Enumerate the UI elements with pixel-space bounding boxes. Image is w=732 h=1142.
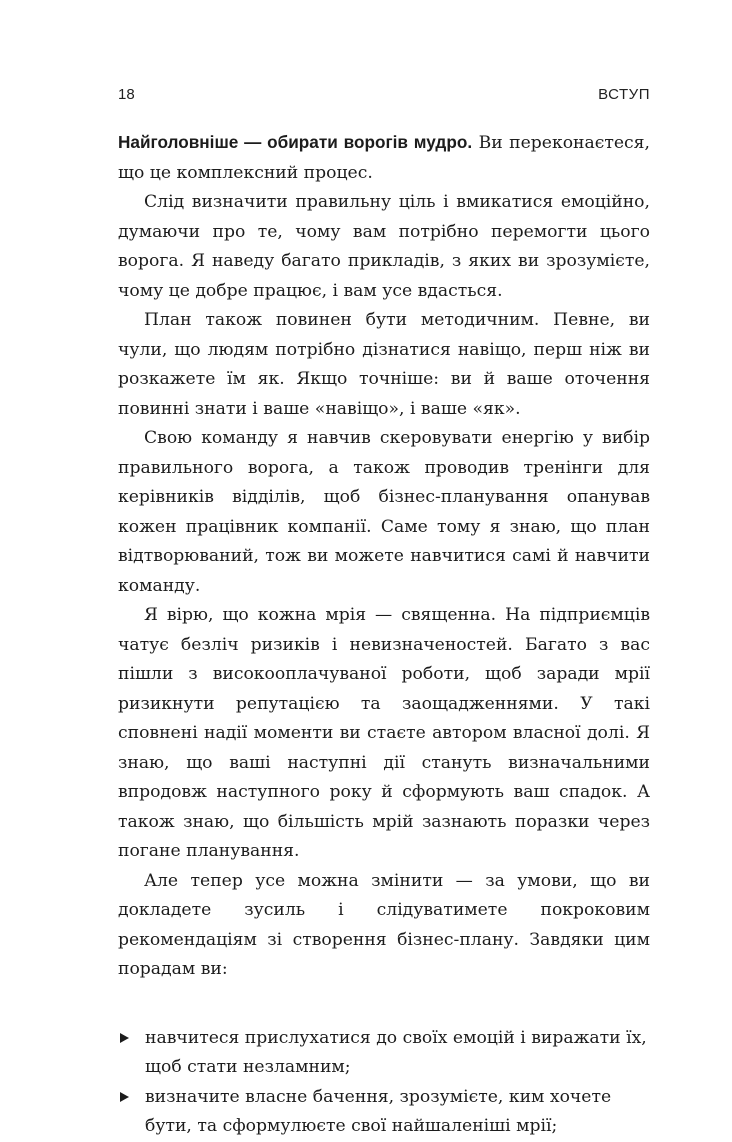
list-item-text: визначите власне бачення, зрозумієте, ким хочете бути, та сформулюєте свої найшаленіші мрії; — [145, 1086, 612, 1136]
page-number: 18 — [118, 86, 135, 103]
list-item-text: навчитеся прислухатися до своїх емоцій і виражати їх, щоб стати незламним; — [145, 1027, 647, 1077]
triangle-bullet-icon — [120, 1033, 129, 1043]
body-text — [118, 128, 650, 1142]
paragraph-1 — [118, 128, 650, 188]
bold-lead-sentence: Найголовніше — обирати ворогів мудро. — [118, 132, 473, 152]
bullet-list — [118, 1024, 650, 1142]
paragraph-6: Але тепер усе можна змінити — за умови, що ви докладете зусиль і слідуватимете покроковим рекомендаціям зі створення бізнес-плану. Завдяки цим порадам ви: — [118, 870, 650, 979]
paragraph-4: Свою команду я навчив скеровувати енергію у вибір правильного ворога, а також проводив тренінги для керівників відділів, щоб бізнес-планування опанував кожен працівник компанії. Саме тому я знаю, що план відтворюваний, тож ви можете навчитися самі й навчити команду. — [118, 428, 650, 596]
list-item — [118, 1024, 650, 1083]
paragraph-5: Я вірю, що кожна мрія — священна. На підприємців чатує безліч ризиків і невизначеностей. Багато з вас пішли з високооплачуваної роботи, щоб заради мрії ризикнути репутацією та заощадженнями. У такі сповнені надії моменти ви стаєте автором власної долі. Я знаю, що ваші наступні дії стануть визначальними впродовж наступного року й сформують ваш спадок. А також знаю, що більшість мрій зазнають поразки через погане планування. — [118, 605, 650, 861]
paragraph-3: План також повинен бути методичним. Певне, ви чули, що людям потрібно дізнатися навіщо, перш ніж ви розкажете їм як. Якщо точніше: ви й ваше оточення повинні знати і ваше «навіщо», і ваше «як». — [118, 310, 650, 419]
paragraph-1-text: Ви переконаєтеся, що це комплексний процес. — [118, 133, 650, 183]
paragraph-2: Слід визначити правильну ціль і вмикатися емоційно, думаючи про те, чому вам потрібно перемогти цього ворога. Я наведу багато прикладів, з яких ви зрозумієте, чому це добре працює, і вам усе вдасться. — [118, 192, 650, 301]
section-title: ВСТУП — [598, 86, 650, 103]
running-header — [118, 86, 650, 106]
list-item — [118, 1083, 650, 1142]
triangle-bullet-icon — [120, 1092, 129, 1102]
